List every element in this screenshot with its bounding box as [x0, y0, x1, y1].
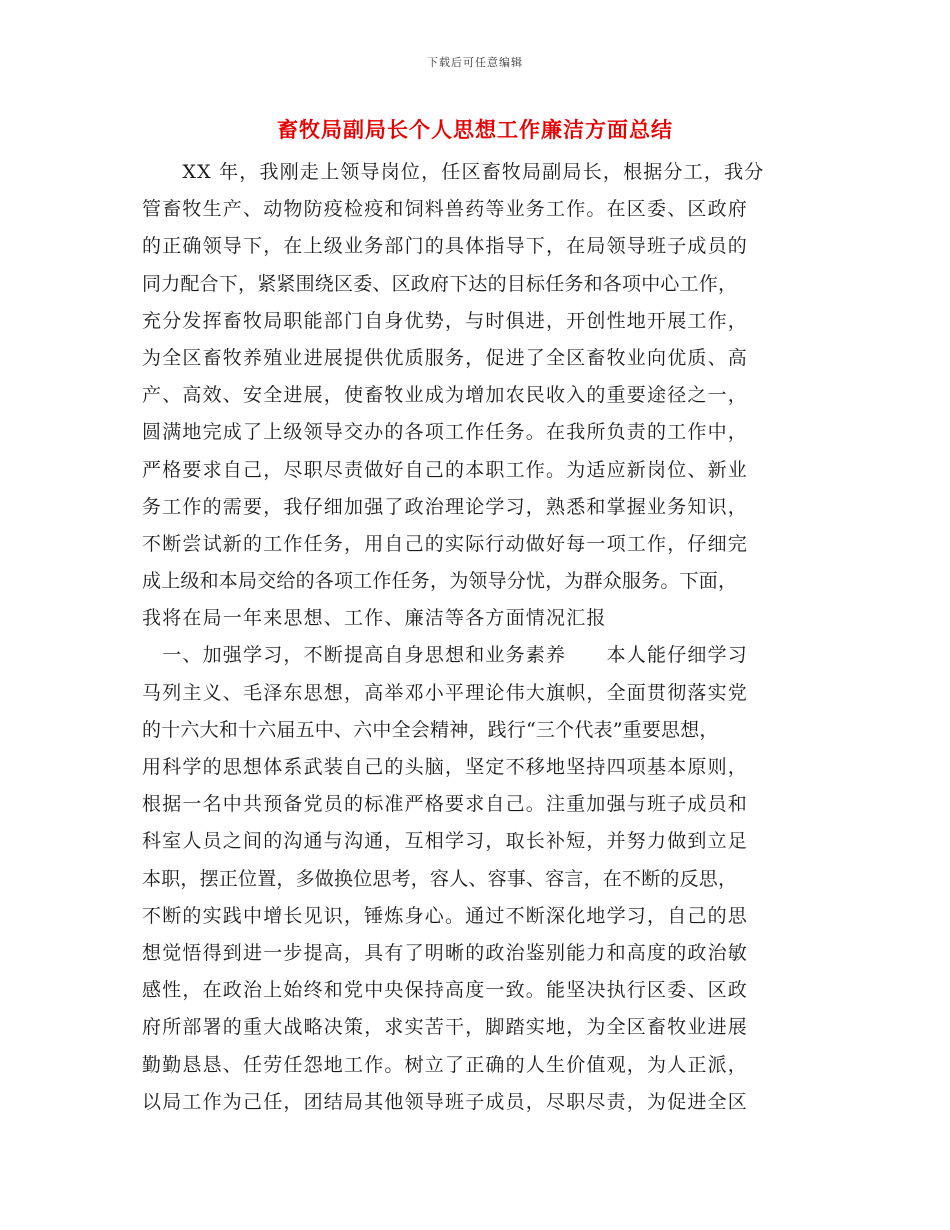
body-line: 严格要求自己，尽职尽责做好自己的本职工作。为适应新岗位、新业 — [142, 458, 749, 481]
body-line: 勤勤恳恳、任劳任怨地工作。树立了正确的人生价值观，为人正派， — [142, 1053, 749, 1076]
body-line: 本职，摆正位置，多做换位思考，容人、容事、容言，在不断的反思， — [142, 867, 738, 890]
body-line: 同力配合下，紧紧围绕区委、区政府下达的目标任务和各项中心工作， — [142, 272, 738, 295]
document-title: 畜牧局副局长个人思想工作廉洁方面总结 — [277, 118, 673, 142]
body-line: XX 年，我刚走上领导岗位，任区畜牧局副局长，根据分工，我分 — [142, 161, 765, 183]
body-line: 我将在局一年来思想、工作、廉洁等各方面情况汇报 — [142, 607, 607, 630]
body-line: 产、高效、安全进展，使畜牧业成为增加农民收入的重要途径之一， — [142, 384, 749, 407]
body-line: 科室人员之间的沟通与沟通，互相学习，取长补短，并努力做到立足 — [142, 830, 749, 853]
body-line: 的十六大和十六届五中、六中全会精神，践行“三个代表”重要思想， — [142, 718, 719, 741]
body-line: 管畜牧生产、动物防疫检疫和饲料兽药等业务工作。在区委、区政府 — [142, 198, 749, 221]
body-line: 根据一名中共预备党员的标准严格要求自己。注重加强与班子成员和 — [142, 793, 749, 816]
body-line: 用科学的思想体系武装自己的头脑，坚定不移地坚持四项基本原则， — [142, 756, 749, 778]
body-line: 圆满地完成了上级领导交办的各项工作任务。在我所负责的工作中， — [142, 421, 749, 444]
document-body — [142, 154, 810, 1121]
body-line: 感性，在政治上始终和党中央保持高度一致。能坚决执行区委、区政 — [142, 979, 749, 1002]
body-line: 充分发挥畜牧局职能部门自身优势，与时俱进，开创性地开展工作， — [142, 309, 749, 332]
body-line: 以局工作为己任，团结局其他领导班子成员，尽职尽责，为促进全区 — [142, 1090, 749, 1113]
page-header-note: 下载后可任意编辑 — [427, 56, 523, 69]
body-line: 成上级和本局交给的各项工作任务，为领导分忧，为群众服务。下面， — [142, 570, 738, 593]
body-line: 务工作的需要，我仔细加强了政治理论学习，熟悉和掌握业务知识， — [142, 495, 749, 518]
body-line: 想觉悟得到进一步提高，具有了明晰的政治鉴别能力和高度的政治敏 — [142, 941, 749, 964]
body-line: 不断的实践中增长见识，锤炼身心。通过不断深化地学习，自己的思 — [142, 904, 749, 927]
body-line: 马列主义、毛泽东思想，高举邓小平理论伟大旗帜，全面贯彻落实党 — [142, 681, 749, 704]
body-line: 不断尝试新的工作任务，用自己的实际行动做好每一项工作，仔细完 — [142, 532, 749, 555]
body-line: 府所部署的重大战略决策，求实苦干，脚踏实地，为全区畜牧业进展 — [142, 1016, 749, 1039]
section-heading-line: 一、加强学习，不断提高自身思想和业务素养 本人能仔细学习 — [142, 644, 749, 667]
body-line: 的正确领导下，在上级业务部门的具体指导下，在局领导班子成员的 — [142, 235, 749, 258]
body-line: 为全区畜牧养殖业进展提供优质服务，促进了全区畜牧业向优质、高 — [142, 346, 749, 369]
